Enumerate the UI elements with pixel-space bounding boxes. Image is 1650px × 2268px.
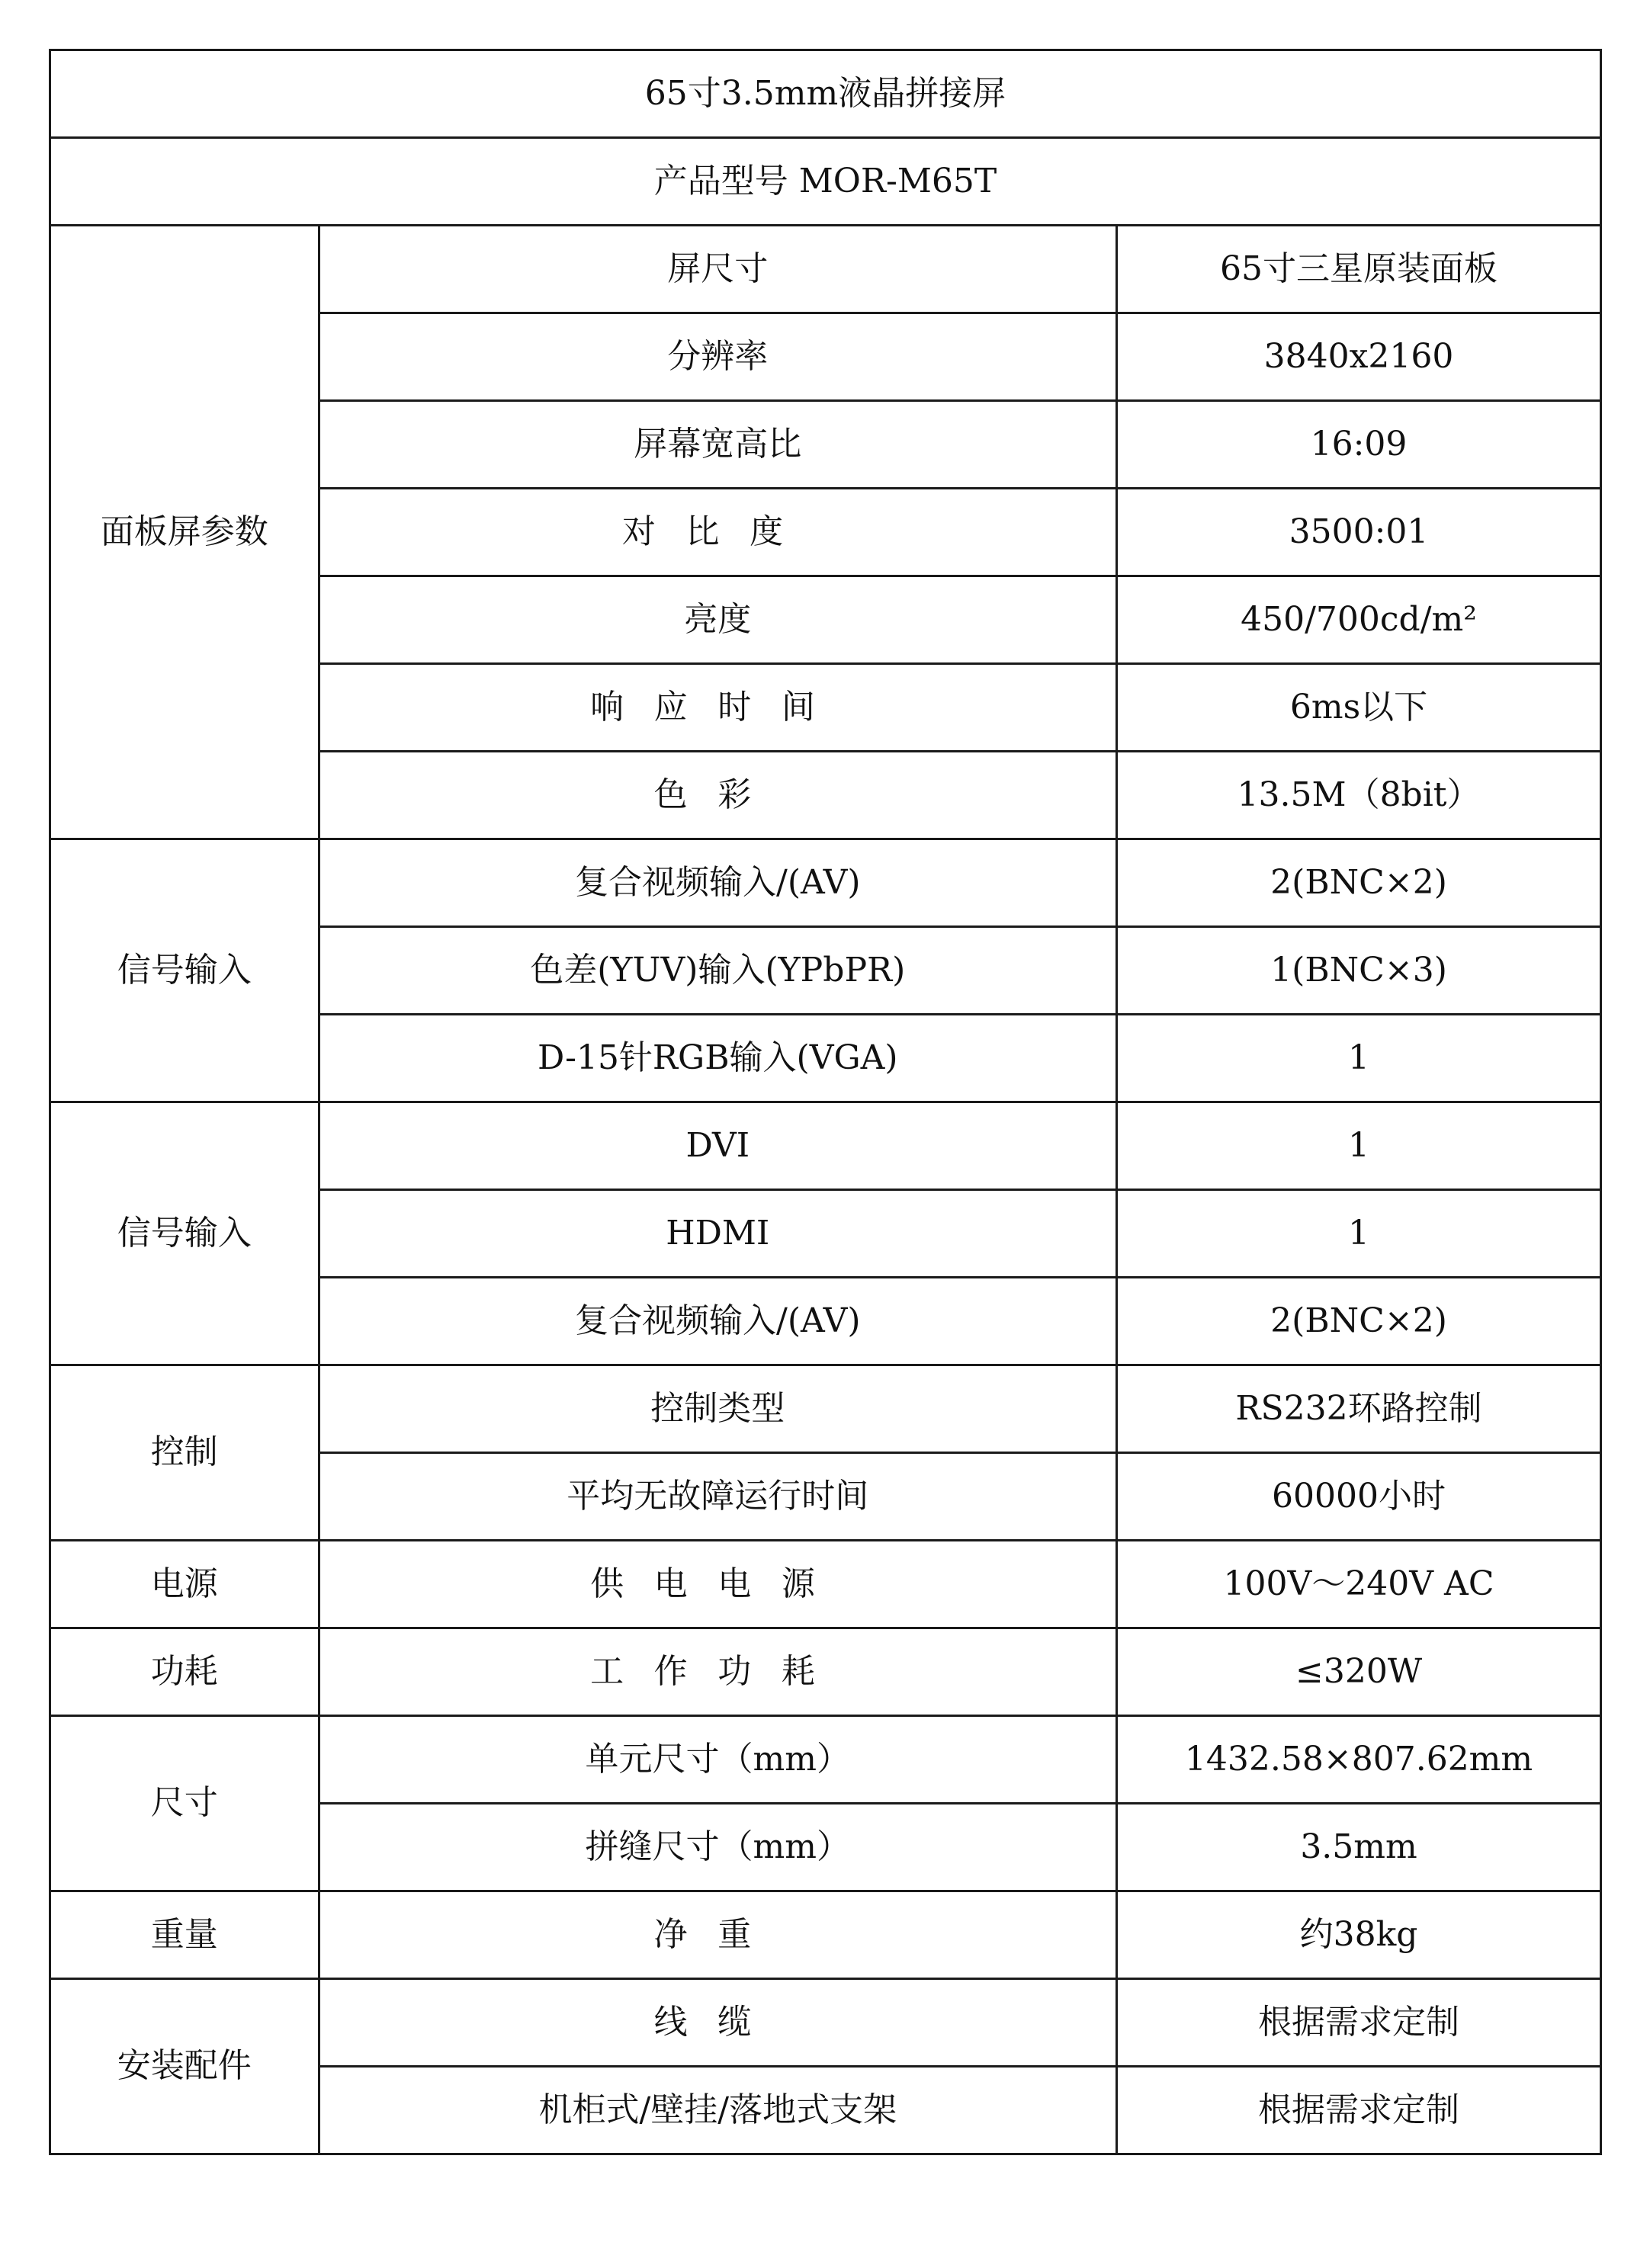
title-row xyxy=(50,50,1601,138)
param-name-cell: 机柜式/壁挂/落地式支架 xyxy=(319,2067,1117,2154)
param-name-cell: 拼缝尺寸（mm） xyxy=(319,1804,1117,1891)
category-cell: 安装配件 xyxy=(50,1979,319,2154)
spec-table xyxy=(49,49,1602,2155)
param-value-cell: 60000小时 xyxy=(1117,1453,1601,1541)
category-cell: 控制 xyxy=(50,1365,319,1541)
spec-table-body xyxy=(50,50,1601,2154)
param-name-cell: 屏尺寸 xyxy=(319,226,1117,313)
spec-row xyxy=(50,1628,1601,1716)
param-name-cell: D-15针RGB输入(VGA) xyxy=(319,1015,1117,1102)
product-model: 产品型号 MOR-M65T xyxy=(50,138,1601,226)
param-value-cell: 3500:01 xyxy=(1117,489,1601,576)
category-cell: 尺寸 xyxy=(50,1716,319,1891)
param-value-cell: 根据需求定制 xyxy=(1117,1979,1601,2067)
spec-row xyxy=(50,1365,1601,1453)
spec-row xyxy=(50,1979,1601,2067)
product-title: 65寸3.5mm液晶拼接屏 xyxy=(50,50,1601,138)
param-value-cell: 根据需求定制 xyxy=(1117,2067,1601,2154)
param-name-cell: 平均无故障运行时间 xyxy=(319,1453,1117,1541)
param-name-cell: 色差(YUV)输入(YPbPR) xyxy=(319,927,1117,1015)
param-name-cell: 净重 xyxy=(319,1891,1117,1979)
param-name-cell: DVI xyxy=(319,1102,1117,1190)
param-name-cell: 复合视频输入/(AV) xyxy=(319,839,1117,927)
param-name-cell: 色彩 xyxy=(319,752,1117,839)
param-name-cell: 工作功耗 xyxy=(319,1628,1117,1716)
param-value-cell: 约38kg xyxy=(1117,1891,1601,1979)
category-cell: 信号输入 xyxy=(50,1102,319,1365)
param-name-cell: 屏幕宽高比 xyxy=(319,401,1117,489)
param-value-cell: 6ms以下 xyxy=(1117,664,1601,752)
param-name-cell: HDMI xyxy=(319,1190,1117,1278)
param-name-cell: 对比度 xyxy=(319,489,1117,576)
spec-row xyxy=(50,1541,1601,1628)
param-value-cell: 2(BNC×2) xyxy=(1117,1278,1601,1365)
param-value-cell: ≤320W xyxy=(1117,1628,1601,1716)
param-name-cell: 亮度 xyxy=(319,576,1117,664)
param-name-cell: 复合视频输入/(AV) xyxy=(319,1278,1117,1365)
param-value-cell: RS232环路控制 xyxy=(1117,1365,1601,1453)
category-cell: 信号输入 xyxy=(50,839,319,1102)
param-value-cell: 1432.58×807.62mm xyxy=(1117,1716,1601,1804)
spec-row xyxy=(50,1891,1601,1979)
param-value-cell: 1(BNC×3) xyxy=(1117,927,1601,1015)
category-cell: 电源 xyxy=(50,1541,319,1628)
category-cell: 面板屏参数 xyxy=(50,226,319,839)
category-cell: 功耗 xyxy=(50,1628,319,1716)
spec-row xyxy=(50,226,1601,313)
param-name-cell: 响应时间 xyxy=(319,664,1117,752)
category-cell: 重量 xyxy=(50,1891,319,1979)
param-value-cell: 3840x2160 xyxy=(1117,313,1601,401)
param-value-cell: 1 xyxy=(1117,1015,1601,1102)
spec-row xyxy=(50,839,1601,927)
param-value-cell: 13.5M（8bit） xyxy=(1117,752,1601,839)
param-value-cell: 2(BNC×2) xyxy=(1117,839,1601,927)
param-value-cell: 65寸三星原装面板 xyxy=(1117,226,1601,313)
param-name-cell: 供电电源 xyxy=(319,1541,1117,1628)
param-name-cell: 线缆 xyxy=(319,1979,1117,2067)
param-value-cell: 16:09 xyxy=(1117,401,1601,489)
param-value-cell: 100V～240V AC xyxy=(1117,1541,1601,1628)
param-value-cell: 3.5mm xyxy=(1117,1804,1601,1891)
param-name-cell: 单元尺寸（mm） xyxy=(319,1716,1117,1804)
spec-row xyxy=(50,1716,1601,1804)
param-value-cell: 450/700cd/m² xyxy=(1117,576,1601,664)
param-name-cell: 分辨率 xyxy=(319,313,1117,401)
spec-row xyxy=(50,1102,1601,1190)
param-value-cell: 1 xyxy=(1117,1102,1601,1190)
param-value-cell: 1 xyxy=(1117,1190,1601,1278)
model-row xyxy=(50,138,1601,226)
param-name-cell: 控制类型 xyxy=(319,1365,1117,1453)
